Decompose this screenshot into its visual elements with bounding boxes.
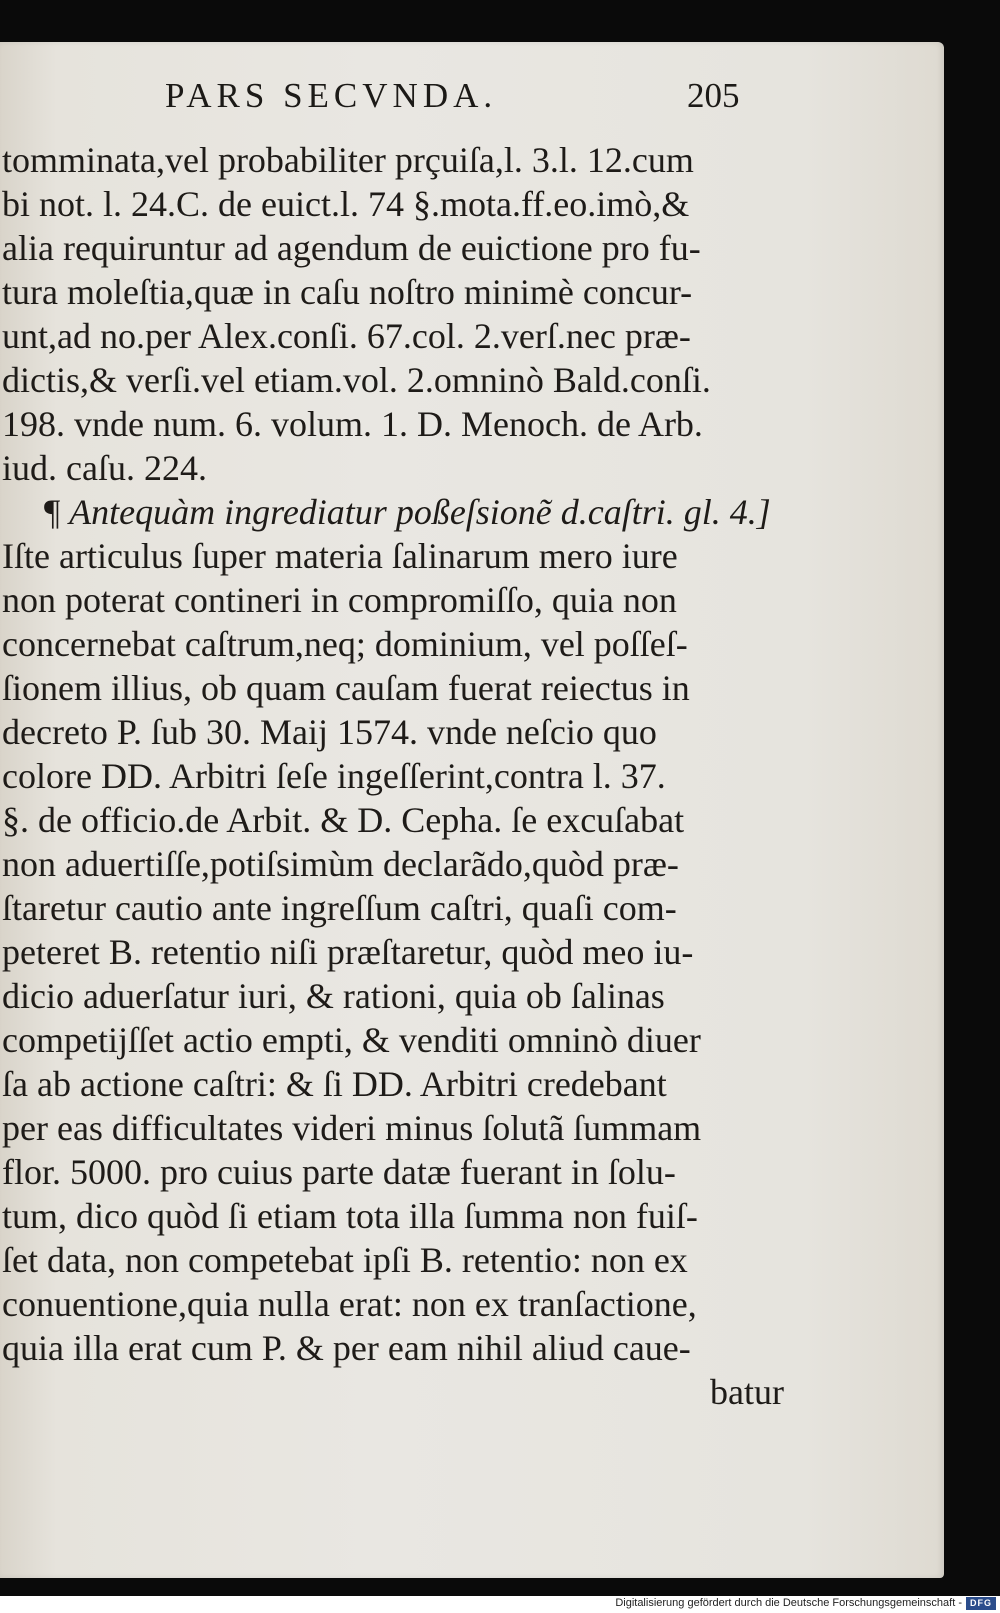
text-line: iud. caſu. 224. [2, 448, 207, 488]
text-line: flor. 5000. pro cuius parte datæ fuerant in ſolu- [2, 1152, 676, 1192]
text-line: 198. vnde num. 6. volum. 1. D. Menoch. de Arb. [2, 404, 703, 444]
digitization-footer [0, 1596, 1000, 1613]
running-title: PARS SECVNDA. [165, 76, 498, 115]
text-line: non aduertiſſe,potiſsimùm declarãdo,quòd præ- [2, 844, 679, 884]
text-line: ſet data, non competebat ipſi B. retentio: non ex [2, 1240, 688, 1280]
text-line: quia illa erat cum P. & per eam nihil aliud caue- [2, 1328, 691, 1368]
text-line: tomminata,vel probabiliter prçuiſa,l. 3.l. 12.cum [2, 140, 694, 180]
text-line: decreto P. ſub 30. Maij 1574. vnde neſcio quo [2, 712, 657, 752]
text-line: competijſſet actio empti, & venditi omninò diuer [2, 1020, 701, 1060]
gloss-heading: ¶ Antequàm ingrediatur poßeſsionẽ d.caſtri. gl. 4.] [42, 492, 771, 532]
text-line: bi not. l. 24.C. de euict.l. 74 §.mota.ff.eo.imò,& [2, 184, 690, 224]
text-line: tura moleſtia,quæ in caſu noſtro minimè concur- [2, 272, 693, 312]
text-line: conuentione,quia nulla erat: non ex tranſactione, [2, 1284, 697, 1324]
text-line: ſionem illius, ob quam cauſam fuerat reiectus in [2, 668, 690, 708]
text-line: non poterat contineri in compromiſſo, quia non [2, 580, 677, 620]
funding-credit: Digitalisierung gefördert durch die Deutsche Forschungsgemeinschaft - [615, 1597, 962, 1609]
page-header [165, 76, 765, 136]
text-line: alia requiruntur ad agendum de euictione pro fu- [2, 228, 701, 268]
catchword: batur [710, 1372, 784, 1412]
text-line: tum, dico quòd ſi etiam tota illa ſumma non fuiſ- [2, 1196, 698, 1236]
text-line: §. de officio.de Arbit. & D. Cepha. ſe excuſabat [2, 800, 685, 840]
text-line: dicio aduerſatur iuri, & rationi, quia ob ſalinas [2, 976, 665, 1016]
dfg-logo-icon: DFG [966, 1597, 996, 1610]
text-line: unt,ad no.per Alex.conſi. 67.col. 2.verſ.nec præ- [2, 316, 691, 356]
page-number: 205 [687, 76, 740, 115]
text-line: ſa ab actione caſtri: & ſi DD. Arbitri credebant [2, 1064, 667, 1104]
text-line: dictis,& verſi.vel etiam.vol. 2.omninò Bald.conſi. [2, 360, 711, 400]
text-line: Iſte articulus ſuper materia ſalinarum mero iure [2, 536, 678, 576]
text-line: ſtaretur cautio ante ingreſſum caſtri, quaſi com- [2, 888, 677, 928]
text-line: per eas difficultates videri minus ſolutã ſummam [2, 1108, 702, 1148]
text-line: peteret B. retentio niſi præſtaretur, quòd meo iu- [2, 932, 694, 972]
text-line: concernebat caſtrum,neq; dominium, vel poſſeſ- [2, 624, 688, 664]
text-line: colore DD. Arbitri ſeſe ingeſſerint,contra l. 37. [2, 756, 666, 796]
book-page [0, 42, 944, 1578]
